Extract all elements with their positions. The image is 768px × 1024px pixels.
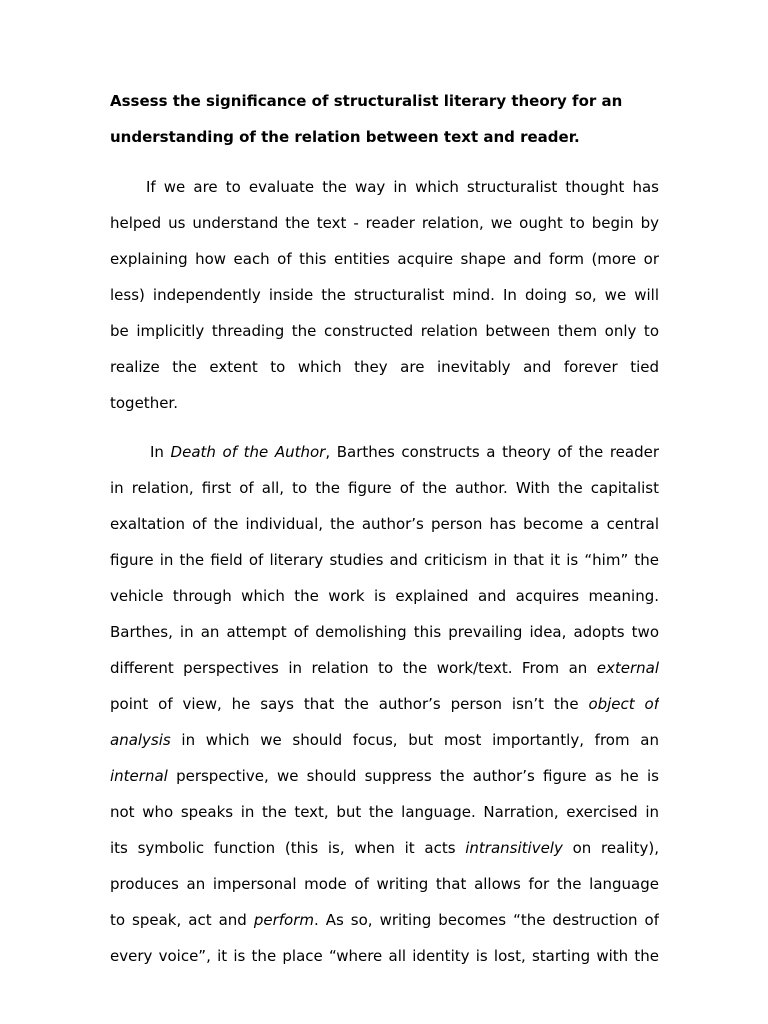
text-run: . As so, writing becomes “the destruction of <box>313 911 659 929</box>
paragraph-1-line: helped us understand the text - reader relation, we ought to begin by <box>110 214 659 232</box>
text-run: perspective, we should suppress the author’s figure as he is <box>167 767 659 785</box>
emphasis-text: internal <box>110 767 168 785</box>
text-run: point of view, he says that the author’s person isn’t the <box>110 695 589 713</box>
paragraph-1-line: together. <box>110 394 178 412</box>
text-run: on reality), <box>562 839 659 857</box>
paragraph-1-line: If we are to evaluate the way in which structuralist thought has <box>146 178 659 196</box>
title-line-2: understanding of the relation between text and reader. <box>110 128 580 146</box>
paragraph-2-line: produces an impersonal mode of writing that allows for the language <box>110 875 659 893</box>
title-line-1: Assess the significance of structuralist literary theory for an <box>110 92 623 110</box>
paragraph-1-line: be implicitly threading the constructed relation between them only to <box>110 322 659 340</box>
paragraph-2-line: vehicle through which the work is explained and acquires meaning. <box>110 587 659 605</box>
paragraph-2-line <box>110 830 659 866</box>
paragraph-2-line: in relation, first of all, to the figure of the author. With the capitalist <box>110 479 659 497</box>
emphasis-text: object of <box>588 695 659 713</box>
paragraph-2-line <box>110 758 659 794</box>
paragraph-1 <box>110 169 659 421</box>
text-run: in which we should focus, but most importantly, from an <box>170 731 659 749</box>
paragraph-2-line <box>110 722 659 758</box>
paragraph-2 <box>110 434 659 974</box>
paragraph-1-line: realize the extent to which they are inevitably and forever tied <box>110 358 659 376</box>
emphasis-text: perform <box>253 911 314 929</box>
paragraph-2-line <box>110 434 659 470</box>
emphasis-text: analysis <box>110 731 171 749</box>
text-run: , Barthes constructs a theory of the reader <box>325 443 659 461</box>
paragraph-2-line: Barthes, in an attempt of demolishing this prevailing idea, adopts two <box>110 623 659 641</box>
essay-title <box>110 83 660 155</box>
text-run: its symbolic function (this is, when it acts <box>110 839 466 857</box>
paragraph-2-line: every voice”, it is the place “where all identity is lost, starting with the <box>110 947 659 965</box>
text-run: to speak, act and <box>110 911 254 929</box>
text-run: In <box>150 443 171 461</box>
paragraph-2-line <box>110 686 659 722</box>
work-title: Death of the Author <box>170 443 326 461</box>
paragraph-2-line: not who speaks in the text, but the language. Narration, exercised in <box>110 803 659 821</box>
paragraph-1-line: less) independently inside the structuralist mind. In doing so, we will <box>110 286 659 304</box>
emphasis-text: intransitively <box>465 839 563 857</box>
paragraph-1-line: explaining how each of this entities acquire shape and form (more or <box>110 250 659 268</box>
paragraph-2-line: figure in the field of literary studies and criticism in that it is “him” the <box>110 551 659 569</box>
emphasis-text: external <box>596 659 659 677</box>
paragraph-2-line: exaltation of the individual, the author’s person has become a central <box>110 515 659 533</box>
text-run: different perspectives in relation to the work/text. From an <box>110 659 597 677</box>
paragraph-2-line <box>110 650 659 686</box>
paragraph-2-line <box>110 902 659 938</box>
